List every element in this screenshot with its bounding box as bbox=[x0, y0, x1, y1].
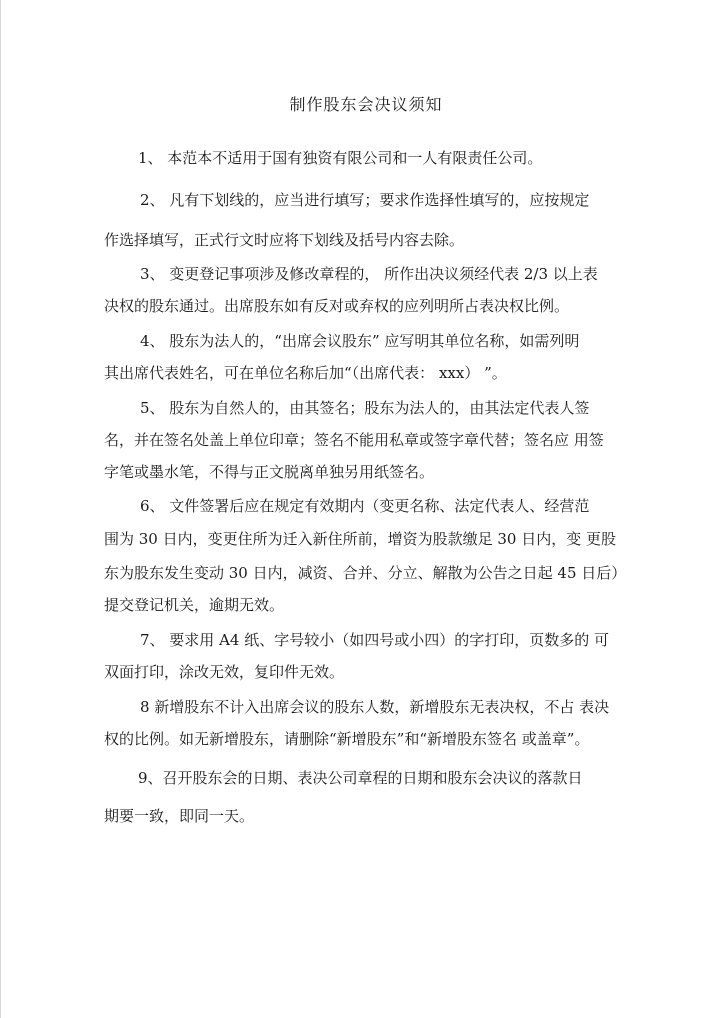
item-3-line-1: 3、 变更登记事项涉及修改章程的， 所作出决议须经代表 2/3 以上表 bbox=[140, 265, 598, 283]
item-5-line-3: 字笔或墨水笔，不得与正文脱离单独另用纸签名。 bbox=[104, 463, 435, 481]
item-9-line-2: 期要一致，即同一天。 bbox=[104, 807, 255, 825]
item-4-line-1: 4、 股东为法人的，“出席会议股东” 应写明其单位名称，如需列明 bbox=[140, 332, 580, 350]
item-3-line-2: 决权的股东通过。出席股东如有反对或弃权的应列明所占表决权比例。 bbox=[104, 297, 570, 315]
item-9-line-1: 9、召开股东会的日期、表决公司章程的日期和股东会决议的落款日 bbox=[138, 769, 583, 787]
item-6-line-4: 提交登记机关，逾期无效。 bbox=[104, 596, 285, 614]
item-6-line-2: 围为 30 日内，变更住所为迁入新住所前，增资为股款缴足 30 日内，变 更股 bbox=[104, 530, 617, 548]
item-7-line-1: 7、 要求用 A4 纸、字号较小（如四号或小四）的字打印，页数多的 可 bbox=[140, 631, 609, 649]
item-8-line-1: 8 新增股东不计入出席会议的股东人数，新增股东无表决权，不占 表决 bbox=[140, 698, 610, 716]
item-4-line-2: 其出席代表姓名，可在单位名称后加“（出席代表： xxx） ”。 bbox=[104, 364, 507, 382]
item-6-line-3: 东为股东发生变动 30 日内，减资、合并、分立、解散为公告之日起 45 日后） bbox=[104, 564, 627, 582]
item-1-line-1: 1、 本范本不适用于国有独资有限公司和一人有限责任公司。 bbox=[138, 149, 543, 167]
item-6-line-1: 6、 文件签署后应在规定有效期内（变更名称、法定代表人、经营范 bbox=[140, 497, 590, 515]
item-2-line-2: 作选择填写，正式行文时应将下划线及括号内容去除。 bbox=[104, 231, 465, 249]
item-8-line-2: 权的比例。如无新增股东，请删除“新增股东”和“新增股东签名 或盖章”。 bbox=[104, 730, 590, 748]
document-title: 制作股东会决议须知 bbox=[289, 95, 443, 114]
item-2-line-1: 2、 凡有下划线的，应当进行填写；要求作选择性填写的，应按规定 bbox=[140, 191, 590, 209]
item-5-line-2: 名，并在签名处盖上单位印章；签名不能用私章或签字章代替；签名应 用签 bbox=[104, 431, 604, 449]
item-7-line-2: 双面打印，涂改无效，复印件无效。 bbox=[104, 663, 345, 681]
item-5-line-1: 5、 股东为自然人的，由其签名；股东为法人的，由其法定代表人签 bbox=[140, 399, 590, 417]
